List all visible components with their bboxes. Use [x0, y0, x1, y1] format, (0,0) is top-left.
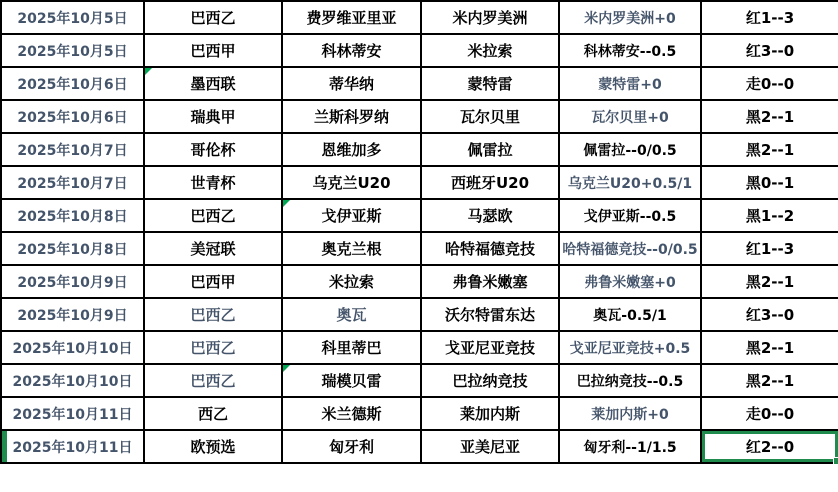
cell-result[interactable] — [701, 397, 838, 430]
cell-result[interactable] — [701, 331, 838, 364]
cell-text: 2025年10月10日 — [12, 373, 133, 390]
cell-text: 巴西乙 — [190, 207, 236, 225]
cell-text: 2025年10月9日 — [17, 274, 128, 291]
table-row — [1, 166, 838, 199]
cell-text: 黑2--1 — [745, 339, 795, 357]
cell-date[interactable] — [1, 100, 144, 133]
cell-date[interactable] — [1, 397, 144, 430]
cell-text: 佩雷拉--0/0.5 — [583, 142, 677, 159]
cell-home[interactable] — [282, 232, 421, 265]
cell-date[interactable] — [1, 166, 144, 199]
cell-text: 2025年10月11日 — [12, 406, 133, 423]
cell-text: 巴拉纳竞技--0.5 — [576, 373, 684, 390]
cell-home[interactable] — [282, 67, 421, 100]
table-row — [1, 298, 838, 331]
cell-text: 弗鲁米嫩塞+0 — [584, 274, 676, 291]
cell-text: 亚美尼亚 — [459, 438, 520, 456]
cell-away[interactable] — [421, 100, 559, 133]
table-row — [1, 34, 838, 67]
cell-league[interactable] — [144, 397, 282, 430]
cell-handicap[interactable] — [559, 67, 701, 100]
table-row — [1, 199, 838, 232]
cell-home[interactable] — [282, 1, 421, 34]
cell-text: 2025年10月11日 — [12, 439, 133, 456]
cell-result[interactable] — [701, 133, 838, 166]
cell-away[interactable] — [421, 298, 559, 331]
cell-away[interactable] — [421, 232, 559, 265]
cell-text: 米内罗美洲 — [452, 9, 528, 27]
cell-text: 匈牙利 — [328, 438, 374, 456]
cell-text: 戈亚尼亚竞技+0.5 — [569, 340, 691, 357]
cell-text: 米兰德斯 — [321, 405, 382, 423]
cell-text: 瓦尔贝里+0 — [591, 109, 669, 126]
cell-text: 科林蒂安 — [321, 42, 382, 60]
cell-home[interactable] — [282, 397, 421, 430]
cell-away[interactable] — [421, 364, 559, 397]
cell-text: 西乙 — [197, 405, 228, 423]
table-row — [1, 364, 838, 397]
cell-result[interactable] — [701, 430, 838, 463]
cell-handicap[interactable] — [559, 232, 701, 265]
cell-text: 哥伦杯 — [190, 141, 236, 159]
cell-text: 巴西乙 — [190, 339, 236, 357]
cell-date[interactable] — [1, 331, 144, 364]
cell-date[interactable] — [1, 265, 144, 298]
cell-text: 乌克兰U20+0.5/1 — [567, 175, 693, 192]
cell-away[interactable] — [421, 67, 559, 100]
cell-home[interactable] — [282, 166, 421, 199]
cell-result[interactable] — [701, 34, 838, 67]
cell-handicap[interactable] — [559, 331, 701, 364]
cell-handicap[interactable] — [559, 430, 701, 463]
cell-home[interactable] — [282, 430, 421, 463]
cell-text: 奥瓦-0.5/1 — [593, 307, 667, 324]
cell-text: 2025年10月7日 — [17, 175, 128, 192]
cell-text: 乌克兰U20 — [312, 174, 391, 192]
cell-result[interactable] — [701, 199, 838, 232]
cell-text: 2025年10月5日 — [17, 10, 128, 27]
cell-text: 科里蒂巴 — [321, 339, 382, 357]
cell-text: 红2--0 — [745, 438, 795, 456]
cell-text: 费罗维亚里亚 — [306, 9, 397, 27]
table-row — [1, 397, 838, 430]
cell-text: 2025年10月7日 — [17, 142, 128, 159]
cell-result[interactable] — [701, 166, 838, 199]
cell-text: 红1--3 — [745, 9, 795, 27]
cell-text: 匈牙利--1/1.5 — [583, 439, 677, 456]
cell-away[interactable] — [421, 397, 559, 430]
cell-handicap[interactable] — [559, 34, 701, 67]
cell-text: 巴西甲 — [190, 273, 236, 291]
cell-text: 走0--0 — [745, 75, 795, 93]
cell-result[interactable] — [701, 1, 838, 34]
cell-home[interactable] — [282, 133, 421, 166]
cell-text: 恩维加多 — [321, 141, 382, 159]
cell-text: 奥瓦 — [336, 306, 367, 324]
cell-handicap[interactable] — [559, 100, 701, 133]
cell-text: 瑞典甲 — [190, 108, 236, 126]
cell-text: 哈特福德竞技--0/0.5 — [562, 241, 698, 258]
cell-text: 走0--0 — [745, 405, 795, 423]
cell-league[interactable] — [144, 133, 282, 166]
cell-text: 2025年10月8日 — [17, 241, 128, 258]
cell-text: 2025年10月8日 — [17, 208, 128, 225]
cell-text: 墨西联 — [190, 75, 236, 93]
cell-text: 2025年10月6日 — [17, 109, 128, 126]
cell-date[interactable] — [1, 133, 144, 166]
cell-text: 米拉索 — [328, 273, 374, 291]
cell-text: 巴西甲 — [190, 42, 236, 60]
cell-away[interactable] — [421, 331, 559, 364]
cell-text: 黑2--1 — [745, 372, 795, 390]
table-row — [1, 265, 838, 298]
cell-away[interactable] — [421, 430, 559, 463]
cell-league[interactable] — [144, 331, 282, 364]
cell-text: 巴拉纳竞技 — [452, 372, 528, 390]
cell-away[interactable] — [421, 265, 559, 298]
cell-text: 米拉索 — [467, 42, 513, 60]
table-row — [1, 1, 838, 34]
cell-text: 米内罗美洲+0 — [584, 10, 676, 27]
cell-text: 戈伊亚斯 — [321, 207, 382, 225]
cell-text: 莱加内斯 — [459, 405, 520, 423]
cell-text: 兰斯科罗纳 — [313, 108, 389, 126]
matches-table-body — [1, 1, 838, 463]
cell-result[interactable] — [701, 298, 838, 331]
cell-text: 欧预选 — [190, 438, 236, 456]
error-indicator-icon — [283, 365, 290, 372]
cell-date[interactable] — [1, 232, 144, 265]
cell-home[interactable] — [282, 364, 421, 397]
cell-text: 红3--0 — [745, 42, 795, 60]
error-indicator-icon — [145, 68, 152, 75]
cell-handicap[interactable] — [559, 298, 701, 331]
cell-away[interactable] — [421, 133, 559, 166]
cell-date[interactable] — [1, 298, 144, 331]
fill-handle[interactable] — [833, 457, 838, 465]
cell-text: 巴西乙 — [190, 9, 236, 27]
cell-league[interactable] — [144, 100, 282, 133]
table-row — [1, 133, 838, 166]
cell-text: 莱加内斯+0 — [591, 406, 669, 423]
cell-handicap[interactable] — [559, 133, 701, 166]
table-row — [1, 100, 838, 133]
cell-date[interactable] — [1, 430, 144, 463]
cell-handicap[interactable] — [559, 397, 701, 430]
cell-text: 红3--0 — [745, 306, 795, 324]
cell-text: 黑1--2 — [745, 207, 795, 225]
cell-text: 弗鲁米嫩塞 — [452, 273, 528, 291]
cell-text: 黑2--1 — [745, 108, 795, 126]
cell-league[interactable] — [144, 1, 282, 34]
table-row — [1, 331, 838, 364]
cell-league[interactable] — [144, 166, 282, 199]
cell-text: 蒙特雷 — [467, 75, 513, 93]
cell-home[interactable] — [282, 34, 421, 67]
cell-result[interactable] — [701, 67, 838, 100]
cell-date[interactable] — [1, 364, 144, 397]
cell-text: 沃尔特雷东达 — [444, 306, 535, 324]
cell-text: 蒂华纳 — [328, 75, 374, 93]
cell-away[interactable] — [421, 166, 559, 199]
cell-text: 佩雷拉 — [467, 141, 513, 159]
cell-text: 戈伊亚斯--0.5 — [583, 208, 677, 225]
cell-text: 瓦尔贝里 — [459, 108, 520, 126]
cell-text: 黑2--1 — [745, 141, 795, 159]
table-row — [1, 67, 838, 100]
cell-league[interactable] — [144, 67, 282, 100]
cell-home[interactable] — [282, 199, 421, 232]
cell-league[interactable] — [144, 34, 282, 67]
cell-text: 巴西乙 — [190, 372, 236, 390]
cell-text: 哈特福德竞技 — [444, 240, 535, 258]
cell-handicap[interactable] — [559, 1, 701, 34]
cell-away[interactable] — [421, 199, 559, 232]
cell-text: 红1--3 — [745, 240, 795, 258]
cell-text: 黑2--1 — [745, 273, 795, 291]
cell-text: 戈亚尼亚竞技 — [444, 339, 535, 357]
cell-text: 2025年10月6日 — [17, 76, 128, 93]
cell-league[interactable] — [144, 265, 282, 298]
error-indicator-icon — [283, 200, 290, 207]
cell-text: 蒙特雷+0 — [598, 76, 662, 93]
cell-text: 2025年10月5日 — [17, 43, 128, 60]
cell-result[interactable] — [701, 232, 838, 265]
cell-league[interactable] — [144, 430, 282, 463]
cell-handicap[interactable] — [559, 364, 701, 397]
cell-league[interactable] — [144, 298, 282, 331]
cell-handicap[interactable] — [559, 166, 701, 199]
cell-home[interactable] — [282, 331, 421, 364]
cell-away[interactable] — [421, 1, 559, 34]
cell-league[interactable] — [144, 199, 282, 232]
cell-text: 西班牙U20 — [450, 174, 530, 192]
cell-league[interactable] — [144, 232, 282, 265]
cell-text: 瑞模贝雷 — [321, 372, 382, 390]
cell-league[interactable] — [144, 364, 282, 397]
cell-home[interactable] — [282, 265, 421, 298]
cell-date[interactable] — [1, 34, 144, 67]
cell-text: 科林蒂安--0.5 — [583, 43, 677, 60]
cell-text: 2025年10月10日 — [12, 340, 133, 357]
cell-result[interactable] — [701, 100, 838, 133]
cell-date[interactable] — [1, 199, 144, 232]
cell-text: 马瑟欧 — [467, 207, 513, 225]
cell-text: 世青杯 — [190, 174, 236, 192]
cell-handicap[interactable] — [559, 199, 701, 232]
table-row — [1, 430, 838, 463]
cell-text: 美冠联 — [190, 240, 236, 258]
cell-text: 巴西乙 — [190, 306, 236, 324]
cell-away[interactable] — [421, 34, 559, 67]
cell-home[interactable] — [282, 100, 421, 133]
cell-result[interactable] — [701, 364, 838, 397]
cell-result[interactable] — [701, 265, 838, 298]
cell-date[interactable] — [1, 1, 144, 34]
cell-handicap[interactable] — [559, 265, 701, 298]
table-row — [1, 232, 838, 265]
cell-home[interactable] — [282, 298, 421, 331]
cell-date[interactable] — [1, 67, 144, 100]
cell-text: 2025年10月9日 — [17, 307, 128, 324]
cell-text: 黑0--1 — [745, 174, 795, 192]
cell-text: 奥克兰根 — [321, 240, 382, 258]
